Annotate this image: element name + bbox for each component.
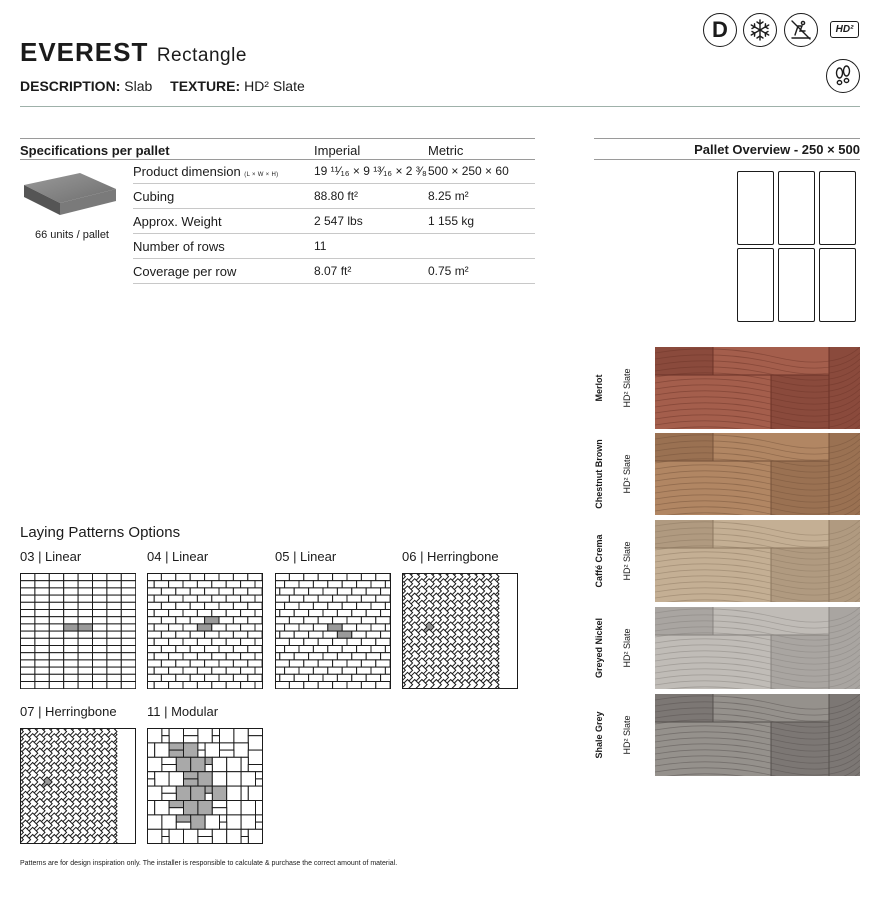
color-swatch-greyed-nickel bbox=[588, 607, 860, 689]
product-shape: Rectangle bbox=[156, 45, 247, 66]
texture-value: HD² Slate bbox=[244, 78, 305, 94]
color-texture: HD² Slate bbox=[622, 368, 632, 408]
pattern-label: 04 | Linear bbox=[147, 549, 209, 564]
color-texture: HD² Slate bbox=[622, 541, 632, 581]
snowflake-icon bbox=[743, 13, 777, 47]
product-name: EVEREST bbox=[20, 37, 149, 67]
footnote: Patterns are for design inspiration only. The installer is responsible to calculate & purchase the correct amount of material. bbox=[20, 860, 398, 867]
pallet-divider bbox=[594, 138, 860, 139]
description-value: Slab bbox=[124, 78, 153, 94]
pallet-divider bbox=[594, 159, 860, 160]
imperial-column-header: Imperial bbox=[314, 143, 361, 158]
metric-value: 8.25 m² bbox=[428, 189, 469, 203]
imperial-value: 11 bbox=[314, 239, 327, 253]
pallet-title: Pallet Overview - 250 × 500 bbox=[694, 142, 860, 157]
pattern-label: 03 | Linear bbox=[20, 549, 82, 564]
color-sample-image bbox=[655, 347, 860, 429]
pallet-layout-diagram bbox=[737, 171, 861, 323]
spec-heading: Specifications per pallet bbox=[20, 143, 170, 158]
color-sample-image bbox=[655, 607, 860, 689]
imperial-value: 2 547 lbs bbox=[314, 214, 363, 228]
metric-value: 1 155 kg bbox=[428, 214, 475, 228]
table-row bbox=[133, 209, 535, 234]
description-line: DESCRIPTION: Slab TEXTURE: HD² Slate bbox=[20, 78, 305, 94]
header-divider bbox=[20, 106, 860, 107]
d-rating-icon: D bbox=[703, 13, 737, 47]
color-sample-image bbox=[655, 520, 860, 602]
pattern-label: 07 | Herringbone bbox=[20, 704, 117, 719]
pattern-06-diagram bbox=[402, 573, 518, 689]
color-name: Greyed Nickel bbox=[594, 617, 604, 679]
color-swatch-merlot bbox=[588, 347, 860, 429]
color-texture: HD² Slate bbox=[622, 715, 632, 755]
metric-value: 0.75 m² bbox=[428, 264, 469, 278]
imperial-value: 8.07 ft² bbox=[314, 264, 352, 278]
pattern-03-diagram bbox=[20, 573, 136, 689]
imperial-value: 88.80 ft² bbox=[314, 189, 359, 203]
product-title bbox=[20, 37, 247, 68]
description-label: DESCRIPTION bbox=[20, 78, 116, 94]
color-name: Merlot bbox=[594, 374, 604, 402]
row-label: Cubing bbox=[133, 189, 175, 204]
color-name: Shale Grey bbox=[594, 711, 604, 759]
units-per-pallet: 66 units / pallet bbox=[35, 229, 109, 241]
pattern-07-diagram bbox=[20, 728, 136, 844]
color-name: Chestnut Brown bbox=[594, 439, 604, 509]
texture-label: TEXTURE bbox=[170, 78, 236, 94]
hd2-icon: HD² bbox=[830, 21, 859, 38]
color-sample-image bbox=[655, 433, 860, 515]
color-texture: HD² Slate bbox=[622, 454, 632, 494]
slab-product-image bbox=[22, 171, 118, 221]
color-texture: HD² Slate bbox=[622, 628, 632, 668]
pattern-label: 05 | Linear bbox=[275, 549, 337, 564]
row-label: Coverage per row bbox=[133, 264, 237, 279]
color-swatch-caffe-crema bbox=[588, 520, 860, 602]
row-label: Number of rows bbox=[133, 239, 225, 254]
table-row bbox=[133, 159, 535, 184]
color-sample-image bbox=[655, 694, 860, 776]
imperial-value: 19 ¹¹⁄₁₆ × 9 ¹³⁄₁₆ × 2 ³⁄₈ bbox=[314, 164, 427, 178]
pattern-05-diagram bbox=[275, 573, 391, 689]
spec-divider bbox=[20, 138, 535, 139]
metric-value: 500 × 250 × 60 bbox=[428, 164, 509, 178]
dimension-note: (L × W × H) bbox=[244, 172, 279, 178]
pattern-label: 11 | Modular bbox=[147, 704, 219, 719]
table-row bbox=[133, 234, 535, 259]
color-swatch-shale-grey bbox=[588, 694, 860, 776]
pattern-04-diagram bbox=[147, 573, 263, 689]
row-label: Approx. Weight bbox=[133, 214, 222, 229]
laying-patterns-title: Laying Patterns Options bbox=[20, 524, 181, 541]
pattern-11-diagram bbox=[147, 728, 263, 844]
table-row bbox=[133, 184, 535, 209]
metric-column-header: Metric bbox=[428, 143, 464, 158]
footprints-icon bbox=[826, 59, 860, 93]
no-slip-icon bbox=[784, 13, 818, 47]
color-name: Caffé Crema bbox=[594, 534, 604, 588]
table-row bbox=[133, 259, 535, 284]
row-label: Product dimension (L × W × H) bbox=[133, 164, 279, 179]
color-swatch-chestnut-brown bbox=[588, 433, 860, 515]
pattern-label: 06 | Herringbone bbox=[402, 549, 499, 564]
